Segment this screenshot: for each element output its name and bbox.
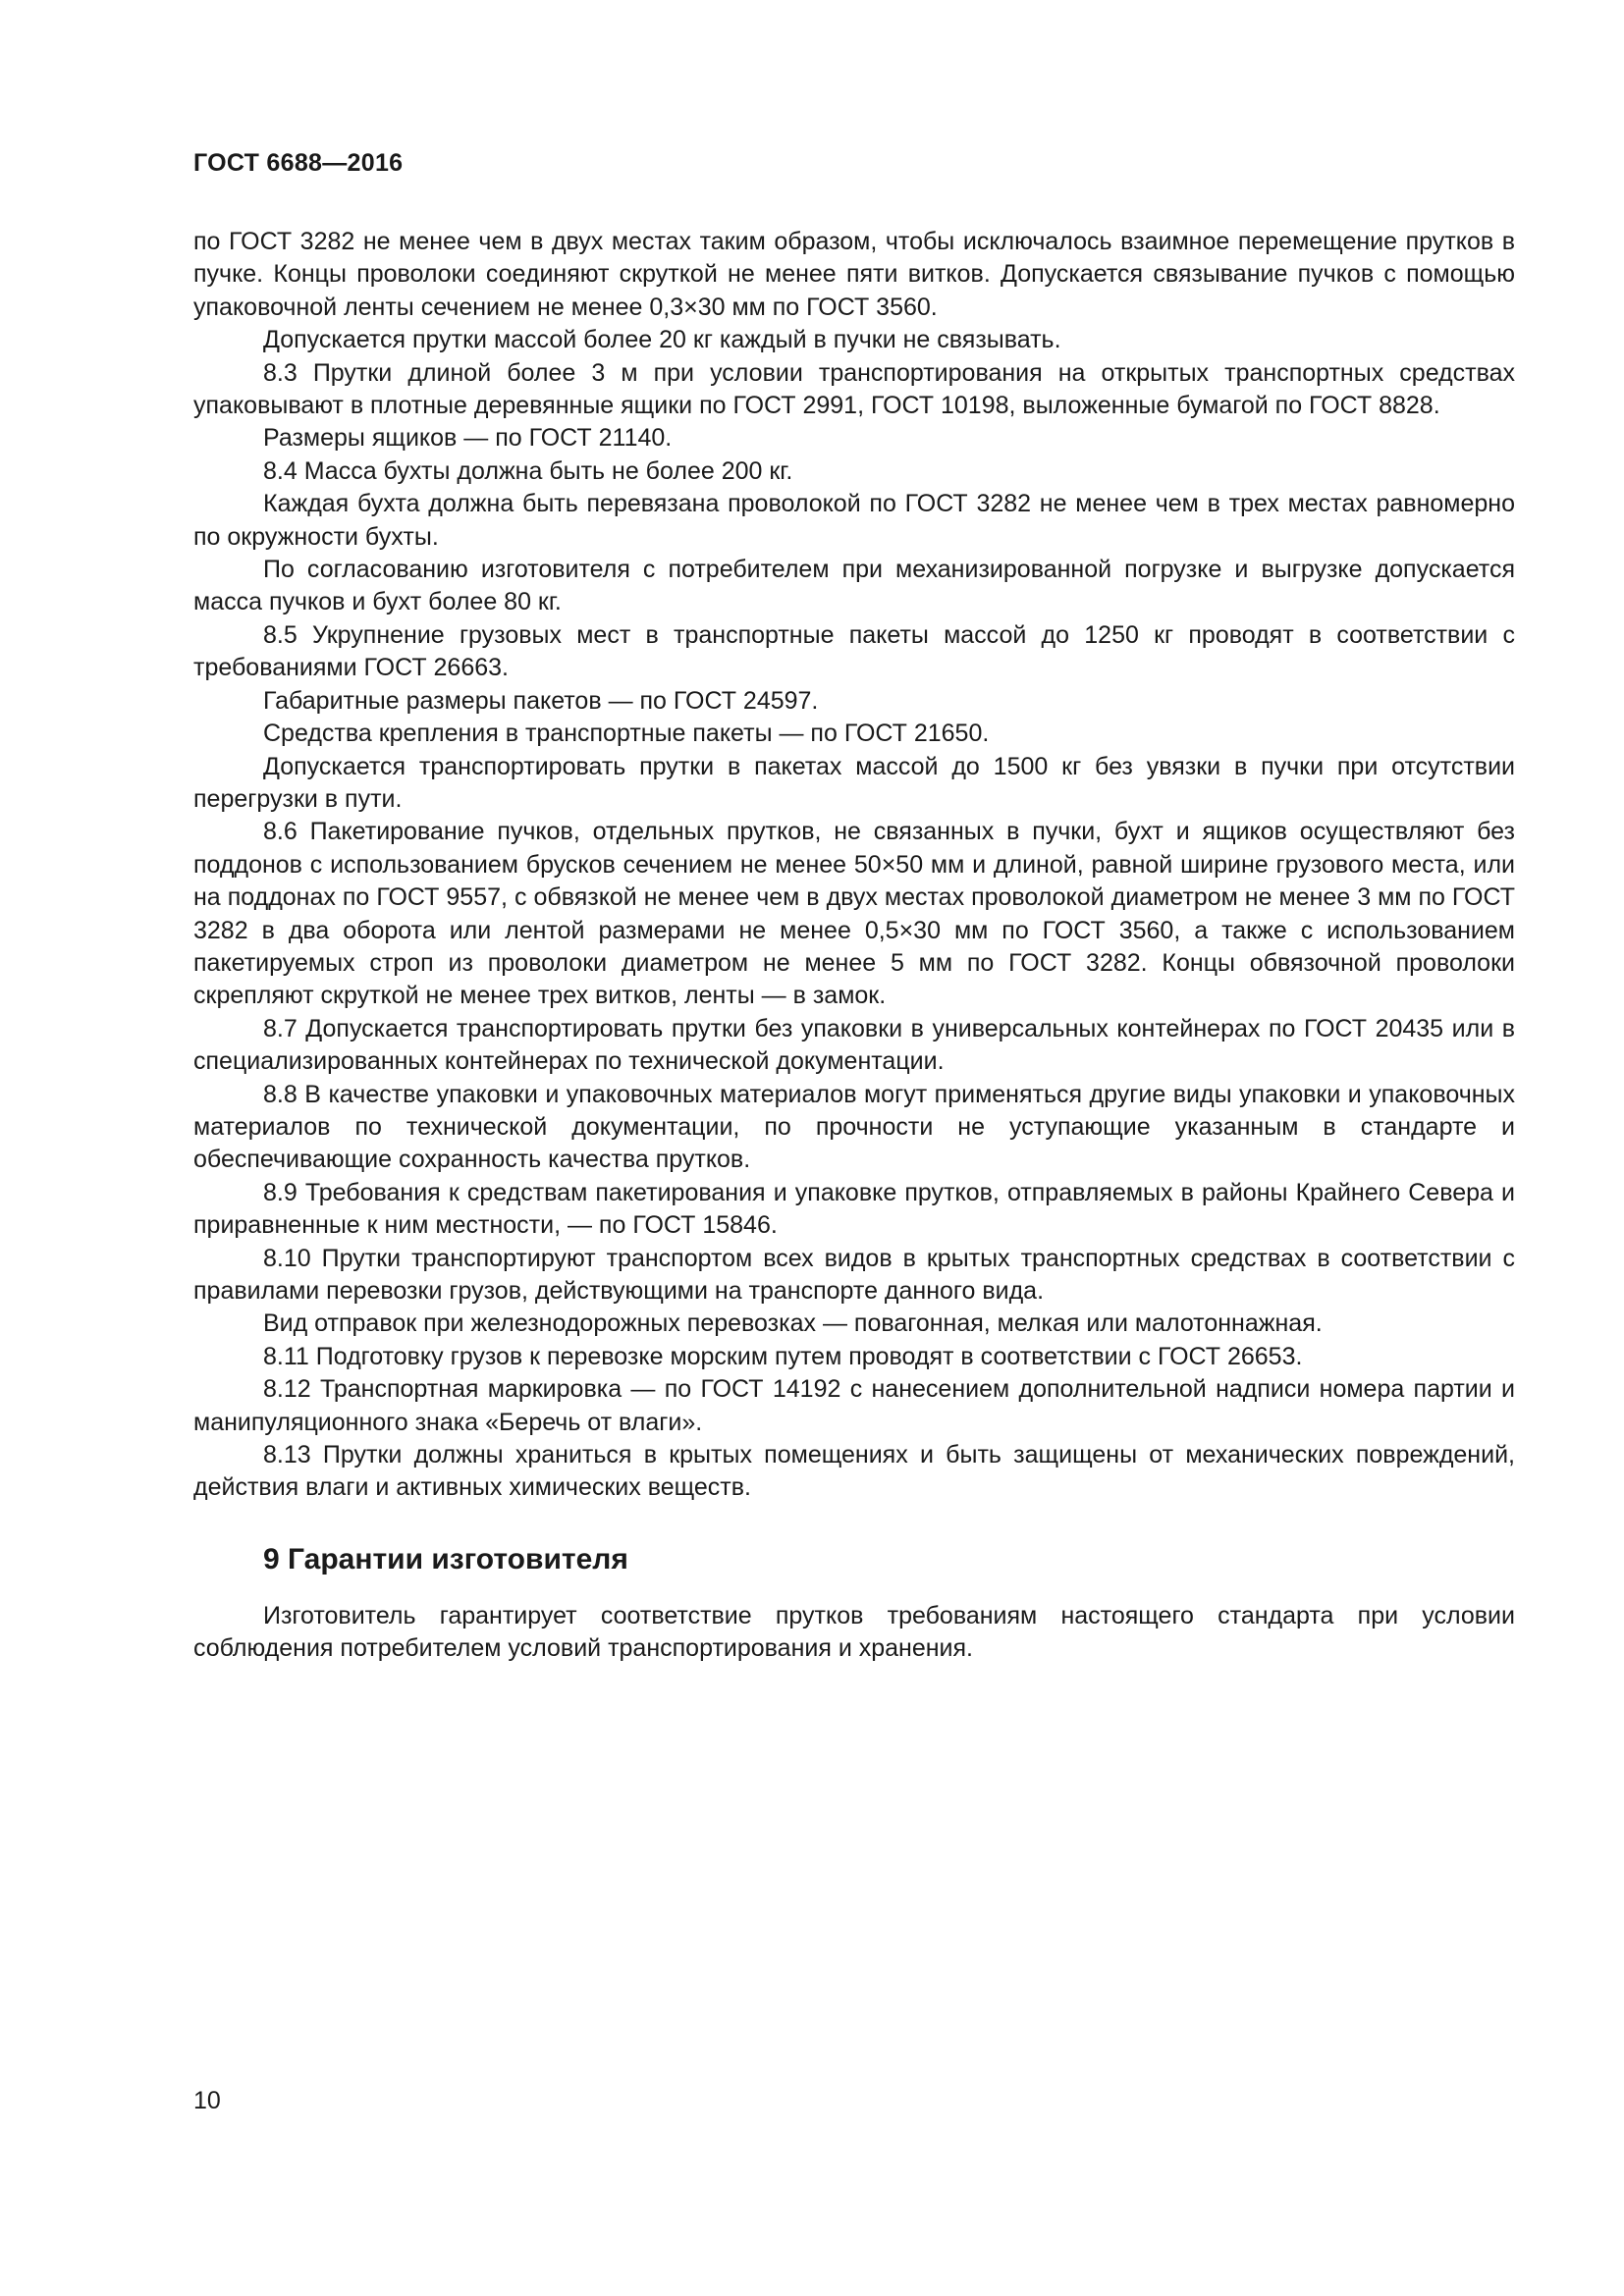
paragraph-8-13: 8.13 Прутки должны храниться в крытых помещениях и быть защищены от механических повреждений, действия влаги и активных химических веществ. <box>193 1441 1515 1502</box>
paragraph-8-3: 8.3 Прутки длиной более 3 м при условии транспортирования на открытых транспортных средствах упаковывают в плотные деревянные ящики по ГОСТ 2991, ГОСТ 10198, выложенные бумагой по ГОСТ 8828. <box>193 358 1515 420</box>
section-9-paragraph: Изготовитель гарантирует соответствие прутков требованиям настоящего стандарта при условии соблюдения потребителем условий транспортирования и хранения. <box>193 1601 1515 1663</box>
paragraph-8-8: 8.8 В качестве упаковки и упаковочных материалов могут применяться другие виды упаковки и упаковочных материалов по технической документации, по прочности не уступающие указанным в стандарте и обеспечивающие сохранность качества прутков. <box>193 1080 1515 1174</box>
paragraph: По согласованию изготовителя с потребителем при механизированной погрузке и выгрузке допускается масса пучков и бухт более 80 кг. <box>193 556 1515 616</box>
paragraph-8-7: 8.7 Допускается транспортировать прутки без упаковки в универсальных контейнерах по ГОСТ 20435 или в специализированных контейнерах по технической документации. <box>193 1014 1515 1076</box>
paragraph-8-11: 8.11 Подготовку грузов к перевозке морским путем проводят в соответствии с ГОСТ 26653. <box>263 1342 1303 1370</box>
paragraph-continuation: по ГОСТ 3282 не менее чем в двух местах таким образом, чтобы исключалось взаимное перемещение прутков в пучке. Концы проволоки соединяют скруткой не менее пяти витков. Допускается связывание пучков с помощью упаковочной ленты сечением не менее 0,3×30 мм по ГОСТ 3560. <box>193 228 1515 321</box>
paragraph: Допускается транспортировать прутки в пакетах массой до 1500 кг без увязки в пучки при отсутствии перегрузки в пути. <box>193 752 1515 813</box>
paragraph: Вид отправок при железнодорожных перевозках — повагонная, мелкая или малотоннажная. <box>263 1309 1323 1338</box>
document-body <box>193 226 1515 1666</box>
paragraph-8-4: 8.4 Масса бухты должна быть не более 200 кг. <box>263 456 793 485</box>
page-number: 10 <box>193 2087 221 2114</box>
paragraph: Размеры ящиков — по ГОСТ 21140. <box>263 424 673 453</box>
paragraph-8-12: 8.12 Транспортная маркировка — по ГОСТ 14192 с нанесением дополнительной надписи номера партии и манипуляционного знака «Беречь от влаги». <box>193 1375 1515 1436</box>
paragraph-8-9: 8.9 Требования к средствам пакетирования и упаковке прутков, отправляемых в районы Крайнего Севера и приравненные к ним местности, — по ГОСТ 15846. <box>193 1178 1515 1240</box>
paragraph-8-10: 8.10 Прутки транспортируют транспортом всех видов в крытых транспортных средствах в соответствии с правилами перевозки грузов, действующими на транспорте данного вида. <box>193 1244 1515 1305</box>
paragraph: Каждая бухта должна быть перевязана проволокой по ГОСТ 3282 не менее чем в трех местах равномерно по окружности бухты. <box>193 490 1515 551</box>
section-9-heading: 9 Гарантии изготовителя <box>263 1542 628 1575</box>
page-header-standard-id: ГОСТ 6688—2016 <box>193 149 404 177</box>
paragraph-8-6: 8.6 Пакетирование пучков, отдельных прутков, не связанных в пучки, бухт и ящиков осуществляют без поддонов с использованием брусков сечением не менее 50×50 мм и длиной, равной ширине грузового места, или на поддонах по ГОСТ 9557, с обвязкой не менее чем в двух местах проволокой диаметром не менее 3 мм по ГОСТ 3282 в два оборота или лентой размерами не менее 0,5×30 мм по ГОСТ 3560, а также с использованием пакетируемых строп из проволоки диаметром не менее 5 мм по ГОСТ 3282. Концы обвязочной проволоки скрепляют скруткой не менее трех витков, ленты — в замок. <box>193 818 1515 1010</box>
paragraph: Средства крепления в транспортные пакеты — по ГОСТ 21650. <box>263 720 990 748</box>
paragraph-8-5: 8.5 Укрупнение грузовых мест в транспортные пакеты массой до 1250 кг проводят в соответствии с требованиями ГОСТ 26663. <box>193 620 1515 682</box>
paragraph: Допускается прутки массой более 20 кг каждый в пучки не связывать. <box>263 326 1061 354</box>
paragraph: Габаритные размеры пакетов — по ГОСТ 24597. <box>263 686 819 715</box>
